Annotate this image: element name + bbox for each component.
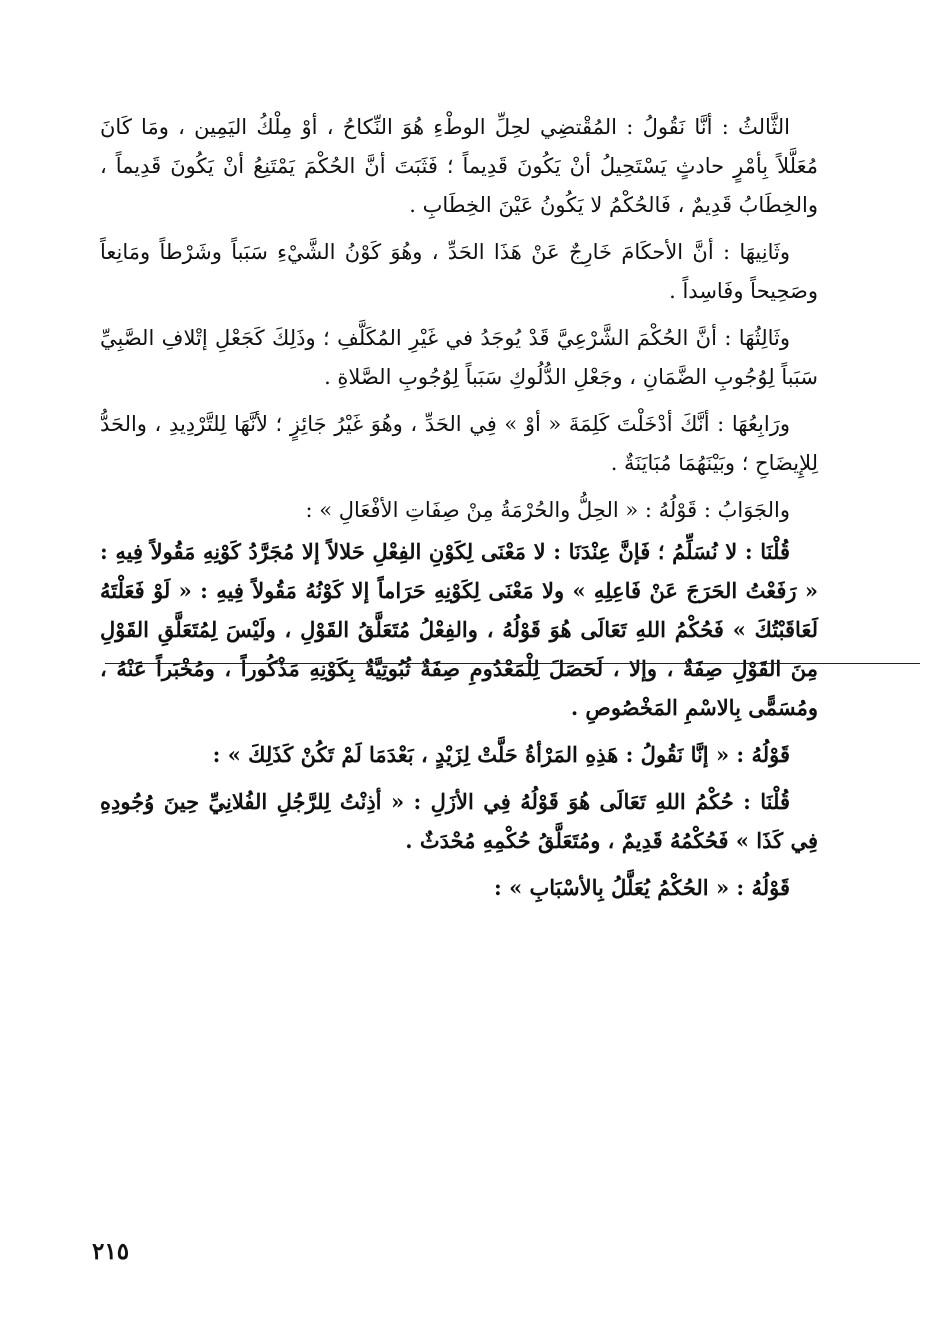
section-divider-line [105,663,920,664]
paragraph-third-point: وثَالِثُهَا : أنَّ الحُكْمَ الشَّرْعِيَّ قَدْ يُوجَدُ في غَيْرِ المُكَلَّفِ ؛ وذَلِكَ كَجَعْلِ إتْلافِ الصَّبِيِّ سَبَباً لِوُجُوبِ الضَّمَانِ ، وجَعْلِ الدُّلُوكِ سَبَباً لِوُجُوبِ الصَّلاةِ . [100,326,818,389]
paragraph-quote-two: قَوْلُهُ : « إنَّا نَقُولُ : هَذِهِ المَرْأةُ حَلَّتْ لِزَيْدٍ ، بَعْدَمَا لَمْ تَكُنْ كَذَلِكَ » : [212,742,790,767]
page-number: ٢١٥ [92,1238,130,1265]
paragraph-fourth-point: ورَابِعُهَا : أنَّكَ أدْخَلْتَ كَلِمَةَ « أوْ » فِي الحَدِّ ، وهُوَ غَيْرُ جَائِزٍ ؛ لأنَّهَا لِلتَّرْدِيدِ ، والحَدُّ لِلإِيضَاحِ ؛ وبَيْنَهُمَا مُبَايَنَةٌ . [100,412,818,475]
body-text [100,108,818,915]
paragraph-answer-heading: والجَوَابُ : قَوْلُهُ : « الحِلُّ والحُرْمَةُ مِنْ صِفَاتِ الأفْعَالِ » : [305,498,790,522]
paragraph-second-objection: وثَانِيهَا : أنَّ الأحكَامَ خَارِجٌ عَنْ هَذَا الحَدِّ ، وهُوَ كَوْنُ الشَّيْءِ سَبَباً وشَرْطاً ومَانِعاً وصَحِيحاً وفَاسِداً . [100,240,818,303]
paragraph-answer-one: قُلْنَا : لا نُسَلِّمُ ؛ فَإنَّ عِنْدَنَا : لا مَعْنَى لِكَوْنِ الفِعْلِ حَلالاً إلا مُجَرَّدُ كَوْنِهِ مَقُولاً فِيهِ : « رَفَعْتُ الحَرَجَ عَنْ فَاعِلِهِ » ولا مَعْنَى لِكَوْنِهِ حَرَاماً إلا كَوْنُهُ مَقُولاً فِيهِ : « لَوْ فَعَلْتَهُ لَعَاقَبْتُكَ » فَحُكْمُ اللهِ تَعَالَى هُوَ قَوْلُهُ ، والفِعْلُ مُتَعَلَّقُ القَوْلِ ، ولَيْسَ لِمُتَعَلَّقِ القَوْلِ مِنَ القَوْلِ صِفَةٌ ، وإلا ، لَحَصَلَ لِلْمَعْدُومِ صِفَةٌ ثُبُوتِيَّةٌ بِكَوْنِهِ مَذْكُوراً ، ومُخْبَراً عَنْهُ ، ومُسَمًّى بِالاسْمِ المَخْصُوصِ . [100,539,818,720]
paragraph-third-objection: الثَّالثُ : أنَّا نَقُولُ : المُقْتضِي لحِلِّ الوطْءِ هُوَ النِّكاحُ ، أوْ مِلْكُ اليَمِين ، ومَا كَانَ مُعَلَّلاً بِأمْرٍ حادثٍ يَسْتَحِيلُ أنْ يَكُونَ قَدِيماً ؛ فَثَبَتَ أنَّ الحُكْمَ يَمْتَنِعُ أنْ يَكُونَ قَدِيماً ، والخِطَابُ قَدِيمٌ ، فَالحُكْمُ لا يَكُونُ عَيْنَ الخِطَابِ . [100,115,818,217]
paragraph-answer-two: قُلْنَا : حُكْمُ اللهِ تَعَالَى هُوَ قَوْلُهُ فِي الأزَلِ : « أذِنْتُ لِلرَّجُلِ الفُلانِيِّ حِينَ وُجُودِهِ فِي كَذَا » فَحُكْمُهُ قَدِيمٌ ، ومُتَعَلَّقُ حُكْمِهِ مُحْدَثٌ . [100,789,818,853]
paragraph-quote-three: قَوْلُهُ : « الحُكْمُ يُعَلَّلُ بِالأسْبَابِ » : [494,875,790,900]
